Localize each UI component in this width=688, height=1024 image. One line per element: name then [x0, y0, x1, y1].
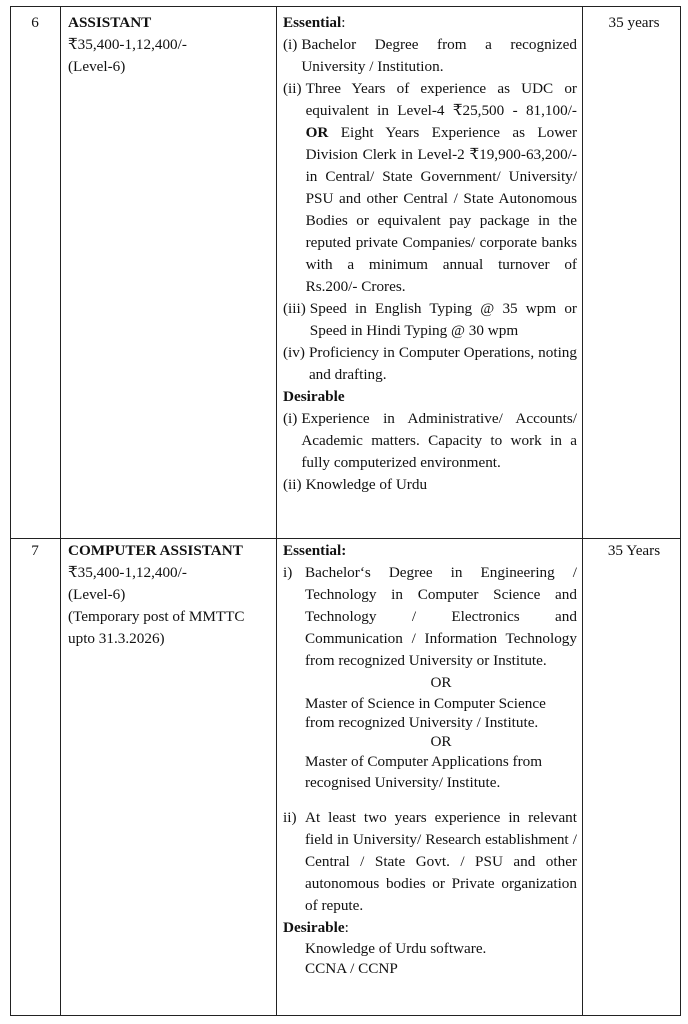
row-divider — [10, 538, 681, 539]
row-7-or-divider-2: OR — [430, 733, 452, 750]
table-border-right — [680, 6, 681, 1016]
table-border-left — [10, 6, 11, 1016]
row-7-desirable-heading: Desirable: — [283, 919, 349, 936]
table-border-bottom — [10, 1015, 681, 1016]
column-divider-post — [276, 6, 277, 1016]
row-6-age-limit: 35 years — [608, 14, 660, 31]
row-7-alternative-mca: Master of Computer Applications from recognised University/ Institute. — [305, 753, 543, 791]
row-7-essential-heading: Essential: — [283, 542, 347, 559]
row-7-essential-item-2: ii) At least two years experience in relevant field in University/ Research establishment / Central / State Govt. / PSU and other autonomous bodies or Private organization of repute. — [283, 809, 577, 914]
row-6-desirable-item-1: (i) Experience in Administrative/ Accounts/ Academic matters. Capacity to work in a fully computerized environment. — [283, 410, 577, 471]
row-7-desirable-urdu: Knowledge of Urdu software. — [305, 940, 487, 957]
row-6-desirable-item-2: (ii) Knowledge of Urdu — [283, 476, 428, 493]
row-7-desirable-ccna: CCNA / CCNP — [305, 960, 398, 977]
row-6-qualifications — [283, 12, 577, 496]
row-6-desirable-heading: Desirable — [283, 388, 345, 405]
row-7-post-title: COMPUTER ASSISTANT — [68, 542, 243, 559]
row-7-post-cell — [68, 540, 273, 650]
row-7-or-divider-1: OR — [430, 674, 452, 691]
row-7-temporary-note: (Temporary post of MMTTC upto 31.3.2026) — [68, 608, 245, 647]
table-border-top — [10, 6, 681, 7]
row-6-serial-number: 6 — [31, 14, 39, 31]
row-7-pay-scale: ₹35,400-1,12,400/- — [68, 564, 187, 581]
row-6-essential-item-2: (ii) Three Years of experience as UDC or equivalent in Level-4 ₹25,500 - 81,100/- OR Eight Years Experience as Lower Division Clerk in Level-2 ₹19,900-63,200/- in Central/ State Government/ University/ PSU and other Central / State Autonomous Bodies or equivalent pay package in the reputed private Companies/ corporate banks with a minimum annual turnover of Rs.200/- Crores. — [283, 80, 578, 295]
row-7-qualifications — [283, 540, 577, 979]
row-6-essential-item-1: (i) Bachelor Degree from a recognized University / Institution. — [283, 36, 577, 75]
row-6-post-cell — [68, 12, 273, 78]
row-7-age-limit: 35 Years — [607, 542, 661, 559]
row-7-serial-number: 7 — [31, 542, 39, 559]
row-6-pay-scale: ₹35,400-1,12,400/- — [68, 36, 187, 53]
row-6-essential-item-4: (iv) Proficiency in Computer Operations, noting and drafting. — [283, 344, 577, 383]
row-7-essential-item-1: i) Bachelor‘s Degree in Engineering / Technology in Computer Science and Technology / Electronics and Communication / Information Technology from recognized University or Institute. — [283, 564, 577, 669]
column-divider-qualification — [582, 6, 583, 1016]
row-7-pay-level: (Level-6) — [68, 586, 126, 603]
row-6-essential-item-3: (iii) Speed in English Typing @ 35 wpm or Speed in Hindi Typing @ 30 wpm — [283, 300, 577, 339]
row-6-post-title: ASSISTANT — [68, 14, 152, 31]
row-7-alternative-msc: Master of Science in Computer Science from recognized University / Institute. — [305, 695, 546, 731]
column-divider-sno — [60, 6, 61, 1016]
row-6-essential-heading: Essential: — [283, 14, 346, 31]
row-7-spacer — [283, 793, 577, 807]
row-6-pay-level: (Level-6) — [68, 58, 126, 75]
